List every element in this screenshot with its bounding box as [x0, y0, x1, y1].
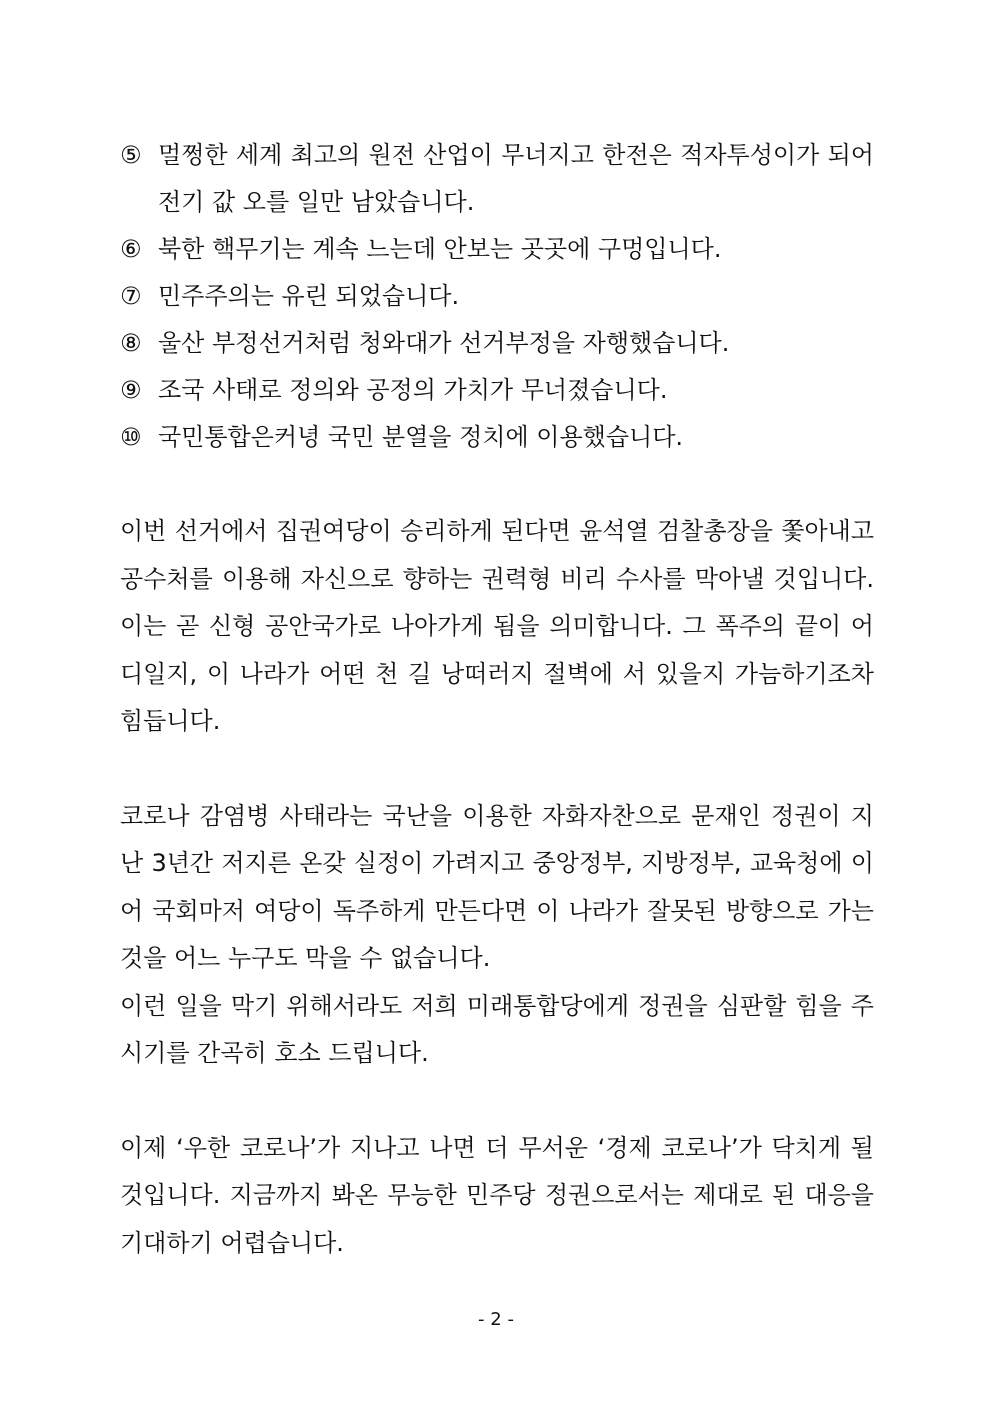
paragraph-economic-corona: 이제 ‘우한 코로나’가 지나고 나면 더 무서운 ‘경제 코로나’가 닥치게 될 것입니다. 지금까지 봐온 무능한 민주당 정권으로서는 제대로 된 대응을 기대하기 어렵습니다. — [120, 1133, 874, 1257]
paragraph-corona-crisis: 코로나 감염병 사태라는 국난을 이용한 자화자찬으로 문재인 정권이 지난 3년간 저지른 온갖 실정이 가려지고 중앙정부, 지방정부, 교육청에 이어 국회마저 여당이 독주하게 만든다면 이 나라가 잘못된 방향으로 가는 것을 어느 누구도 막을 수 없습니다. — [120, 801, 874, 972]
paragraph-gap — [120, 1078, 874, 1125]
list-item-text: 북한 핵무기는 계속 느는데 안보는 곳곳에 구멍입니다. — [158, 235, 722, 263]
paragraph-gap — [120, 461, 874, 508]
list-item — [120, 273, 874, 320]
numbered-list — [120, 132, 874, 461]
list-item-text: 울산 부정선거처럼 청와대가 선거부정을 자행했습니다. — [158, 329, 730, 357]
page-number: - 2 - — [478, 1309, 514, 1330]
list-item-text: 조국 사태로 정의와 공정의 가치가 무너졌습니다. — [158, 376, 668, 404]
list-item-text: 국민통합은커녕 국민 분열을 정치에 이용했습니다. — [158, 423, 684, 451]
list-item-text: 멀쩡한 세계 최고의 원전 산업이 무너지고 한전은 적자투성이가 되어 전기 값 오를 일만 남았습니다. — [158, 141, 874, 216]
list-item — [120, 320, 874, 367]
list-item-text: 민주주의는 유린 되었습니다. — [158, 282, 460, 310]
list-item — [120, 226, 874, 273]
list-marker: ⑥ — [120, 235, 142, 263]
list-marker: ⑦ — [120, 282, 142, 310]
list-marker: ⑩ — [120, 423, 142, 451]
list-item — [120, 132, 874, 226]
list-item — [120, 414, 874, 461]
document-body — [120, 132, 874, 1267]
list-item — [120, 367, 874, 414]
paragraph-appeal: 이런 일을 막기 위해서라도 저희 미래통합당에게 정권을 심판할 힘을 주시기를 간곡히 호소 드립니다. — [120, 991, 874, 1067]
paragraph-gap — [120, 746, 874, 793]
paragraph-prosecutor: 이번 선거에서 집권여당이 승리하게 된다면 윤석열 검찰총장을 쫓아내고 공수처를 이용해 자신으로 향하는 권력형 비리 수사를 막아낼 것입니다. 이는 곧 신형 공안국가로 나아가게 됨을 의미합니다. 그 폭주의 끝이 어디일지, 이 나라가 어떤 천 길 낭떠러지 절벽에 서 있을지 가늠하기조차 힘듭니다. — [120, 517, 874, 735]
list-marker: ⑧ — [120, 329, 142, 357]
list-marker: ⑨ — [120, 376, 142, 404]
list-marker: ⑤ — [120, 141, 142, 169]
